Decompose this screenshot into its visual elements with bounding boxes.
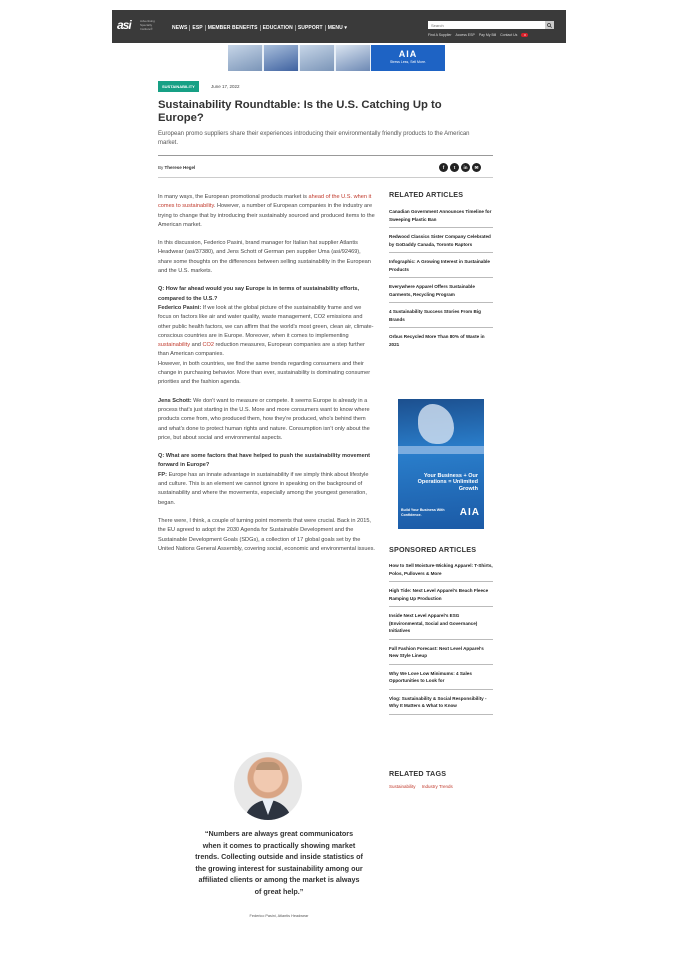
- tag-link[interactable]: Industry Trends: [421, 784, 453, 789]
- speaker-portrait: [234, 752, 302, 820]
- sponsored-item[interactable]: How to Sell Moisture-Wicking Apparel: T-Shirts, Polos, Pullovers & More: [389, 559, 493, 582]
- pull-quote: “Numbers are always great communicators when it comes to practically showing market trends. Collecting outside and inside statistics of the growing interest for sustainability among our affiliated clients or among the market is always of great help.”: [195, 829, 363, 896]
- cart-badge[interactable]: 0: [521, 33, 528, 37]
- text: reduction measures, European companies are a step further than American companies.: [158, 342, 365, 358]
- sponsored-item[interactable]: High Tide: Next Level Apparel's Beach Fleece Ramping Up Production: [389, 582, 493, 607]
- site-header: [112, 10, 566, 43]
- banner-aia-logo: AIA: [398, 49, 418, 59]
- util-contact[interactable]: Contact Us: [500, 33, 518, 37]
- byline-prefix: By: [158, 165, 165, 170]
- paragraph: There were, I think, a couple of turning point moments that were crucial. Back in 2015, the EU agreed to adopt the 2030 Agenda for Sustainable Development and the Sustainable Development Goals (SDGs), a collection of 17 global goals set by the United Nations General Assembly, covering social, economic and environmental issues.: [158, 517, 375, 552]
- sponsored-item[interactable]: Vlog: Sustainability & Social Responsibility - Why It Matters & What to Know: [389, 690, 493, 715]
- nav-menu[interactable]: MENU ▾: [327, 25, 347, 31]
- logo-tagline: Advertising Specialty Institute®: [140, 19, 155, 31]
- text: However, in both countries, we find the same trends regarding consumers and their change in purchasing behavior. More than ever, sustainability is dominating consumer priorities and the fashion agenda.: [158, 360, 371, 386]
- inline-link[interactable]: ahead of the U.S. when it comes to sustainability: [158, 194, 372, 210]
- text: Europe has an innate advantage in sustainability if we simply think about lifestyle and culture. This is an element we cannot ignore in speaking on the background of sustainability and where the movements, especially among the youngest generation, began.: [158, 471, 369, 506]
- banner-photo-3: [300, 45, 334, 71]
- linkedin-icon[interactable]: in: [461, 163, 470, 172]
- text: and: [190, 342, 203, 349]
- speaker: Federico Pasini:: [158, 304, 202, 311]
- divider: [158, 177, 493, 178]
- related-item[interactable]: 4 Sustainability Success Stories From Big Brands: [389, 303, 493, 328]
- utility-links: [428, 33, 528, 37]
- twitter-icon[interactable]: t: [450, 163, 459, 172]
- paragraph: [158, 452, 376, 508]
- article-title: Sustainability Roundtable: Is the U.S. Catching Up to Europe?: [158, 99, 442, 124]
- sponsored-item[interactable]: Fall Fashion Forecast: Next Level Apparel's New Style Lineup: [389, 640, 493, 665]
- pull-quote-credit: Federico Pasini, Atlantis Headwear: [249, 914, 309, 918]
- banner-photo-1: [228, 45, 262, 71]
- facebook-icon[interactable]: f: [439, 163, 448, 172]
- nav-news[interactable]: NEWS: [170, 25, 190, 31]
- portrait-hair: [256, 762, 280, 770]
- related-tags: [389, 769, 493, 789]
- ad-subline: Build Your Business With Confidence.: [401, 508, 445, 517]
- banner-aia-panel: [371, 45, 445, 71]
- search-button[interactable]: [545, 21, 554, 29]
- text: . However, a number of European companies in the industry are trying to change that by introducing their sustainably sourced and produced items to the American market.: [158, 203, 375, 228]
- inline-link[interactable]: sustainability: [158, 342, 191, 349]
- speaker: FP:: [158, 471, 168, 478]
- paragraph: [158, 285, 376, 387]
- banner-photo-4: [336, 45, 370, 71]
- search-icon: [547, 23, 552, 28]
- banner-slogan: Stress Less, Sell More.: [390, 60, 426, 64]
- question: Q: How far ahead would you say Europe is in terms of sustainability efforts, compared to the U.S.?: [158, 286, 360, 302]
- paragraph: [158, 397, 376, 443]
- author-name[interactable]: Therese Hegel: [164, 165, 196, 170]
- nav-support[interactable]: SUPPORT: [296, 25, 326, 31]
- text: In many ways, the European promotional products market is: [158, 194, 309, 200]
- sponsored-heading: SPONSORED ARTICLES: [389, 545, 477, 554]
- tag-list: [389, 784, 493, 789]
- sponsored-item[interactable]: Inside Next Level Apparel's ESG (Environmental, Social and Governance) Initiatives: [389, 607, 493, 640]
- tags-heading: RELATED TAGS: [389, 769, 447, 778]
- email-icon[interactable]: ✉: [472, 163, 481, 172]
- ad-headline: Your Business + Our Operations = Unlimited Growth: [417, 473, 478, 492]
- search-input[interactable]: [428, 21, 549, 29]
- asi-logo[interactable]: asi: [117, 18, 131, 32]
- text: If we look at the global picture of the sustainability frame and we focus on factors like air and water quality, waste management, CO2 emissions and other public health factors, we can affirm that the world's most green, clean air, climate-conscious countries are in Europe. Moreover, when it comes to implementing: [158, 304, 374, 339]
- byline: [158, 165, 195, 170]
- util-access-esp[interactable]: Access ESP: [455, 33, 475, 37]
- related-item[interactable]: Redwood Classics Sister Company Celebrated by GoDaddy Canada, Toronto Raptors: [389, 228, 493, 253]
- related-heading: RELATED ARTICLES: [389, 190, 464, 199]
- nav-member-benefits[interactable]: MEMBER BENEFITS: [206, 25, 261, 31]
- category-badge[interactable]: SUSTAINABILITY: [158, 81, 199, 92]
- share-buttons: [439, 163, 481, 172]
- paragraph: [158, 193, 376, 230]
- divider: [158, 155, 493, 156]
- article-body: [158, 193, 376, 563]
- ad-image: [418, 404, 454, 444]
- ad-image-band: [398, 446, 484, 454]
- sponsored-articles: [389, 545, 493, 715]
- util-pay-bill[interactable]: Pay My Bill: [478, 33, 497, 37]
- banner-ad[interactable]: [228, 45, 445, 71]
- banner-photo-2: [264, 45, 298, 71]
- related-item[interactable]: Infographic: A Growing Interest in Sustainable Products: [389, 253, 493, 278]
- paragraph: In this discussion, Federico Pasini, brand manager for Italian hat supplier Atlantis Headwear (asi/37380), and Jens Schott of German pen supplier Uma (asi/92469), share some thoughts on the differences between selling sustainability in the European and the U.S. markets.: [158, 240, 371, 275]
- related-articles: [389, 190, 493, 352]
- sponsored-item[interactable]: Why We Love Low Minimums: 4 Sales Opportunities to Look for: [389, 665, 493, 690]
- tag-link[interactable]: Sustainability: [389, 784, 416, 789]
- text: We don't want to measure or compete. It seems Europe is already in a process that's just starting in the U.S. More and more consumers want to know where products come from, who produced them, how they're produced, who's behind them and what's done to protect human rights and nature. Consumption isn't only about the price, but about social and environmental aspects.: [158, 397, 370, 441]
- article-date: June 17, 2022: [211, 84, 240, 89]
- related-item[interactable]: Canadian Government Announces Timeline for Sweeping Plastic Ban: [389, 205, 493, 228]
- ad-brand-logo: AIA: [459, 507, 480, 518]
- speaker: Jens Schott:: [158, 397, 192, 404]
- sidebar-ad[interactable]: [398, 399, 484, 529]
- question: Q: What are some factors that have helped to push the sustainability movement forward in Europe?: [158, 453, 370, 469]
- nav-esp[interactable]: ESP: [190, 25, 205, 31]
- util-find-supplier[interactable]: Find A Supplier: [428, 33, 452, 37]
- main-nav: [170, 25, 349, 31]
- related-item[interactable]: Orbus Recycled More Than 80% of Waste in 2021: [389, 334, 485, 347]
- related-item[interactable]: Everywhere Apparel Offers Sustainable Garments, Recycling Program: [389, 278, 493, 303]
- article-dek: European promo suppliers share their experiences introducing their environmentally friendly products to the American market.: [158, 131, 470, 146]
- nav-education[interactable]: EDUCATION: [261, 25, 296, 31]
- inline-link[interactable]: CO2: [202, 342, 214, 349]
